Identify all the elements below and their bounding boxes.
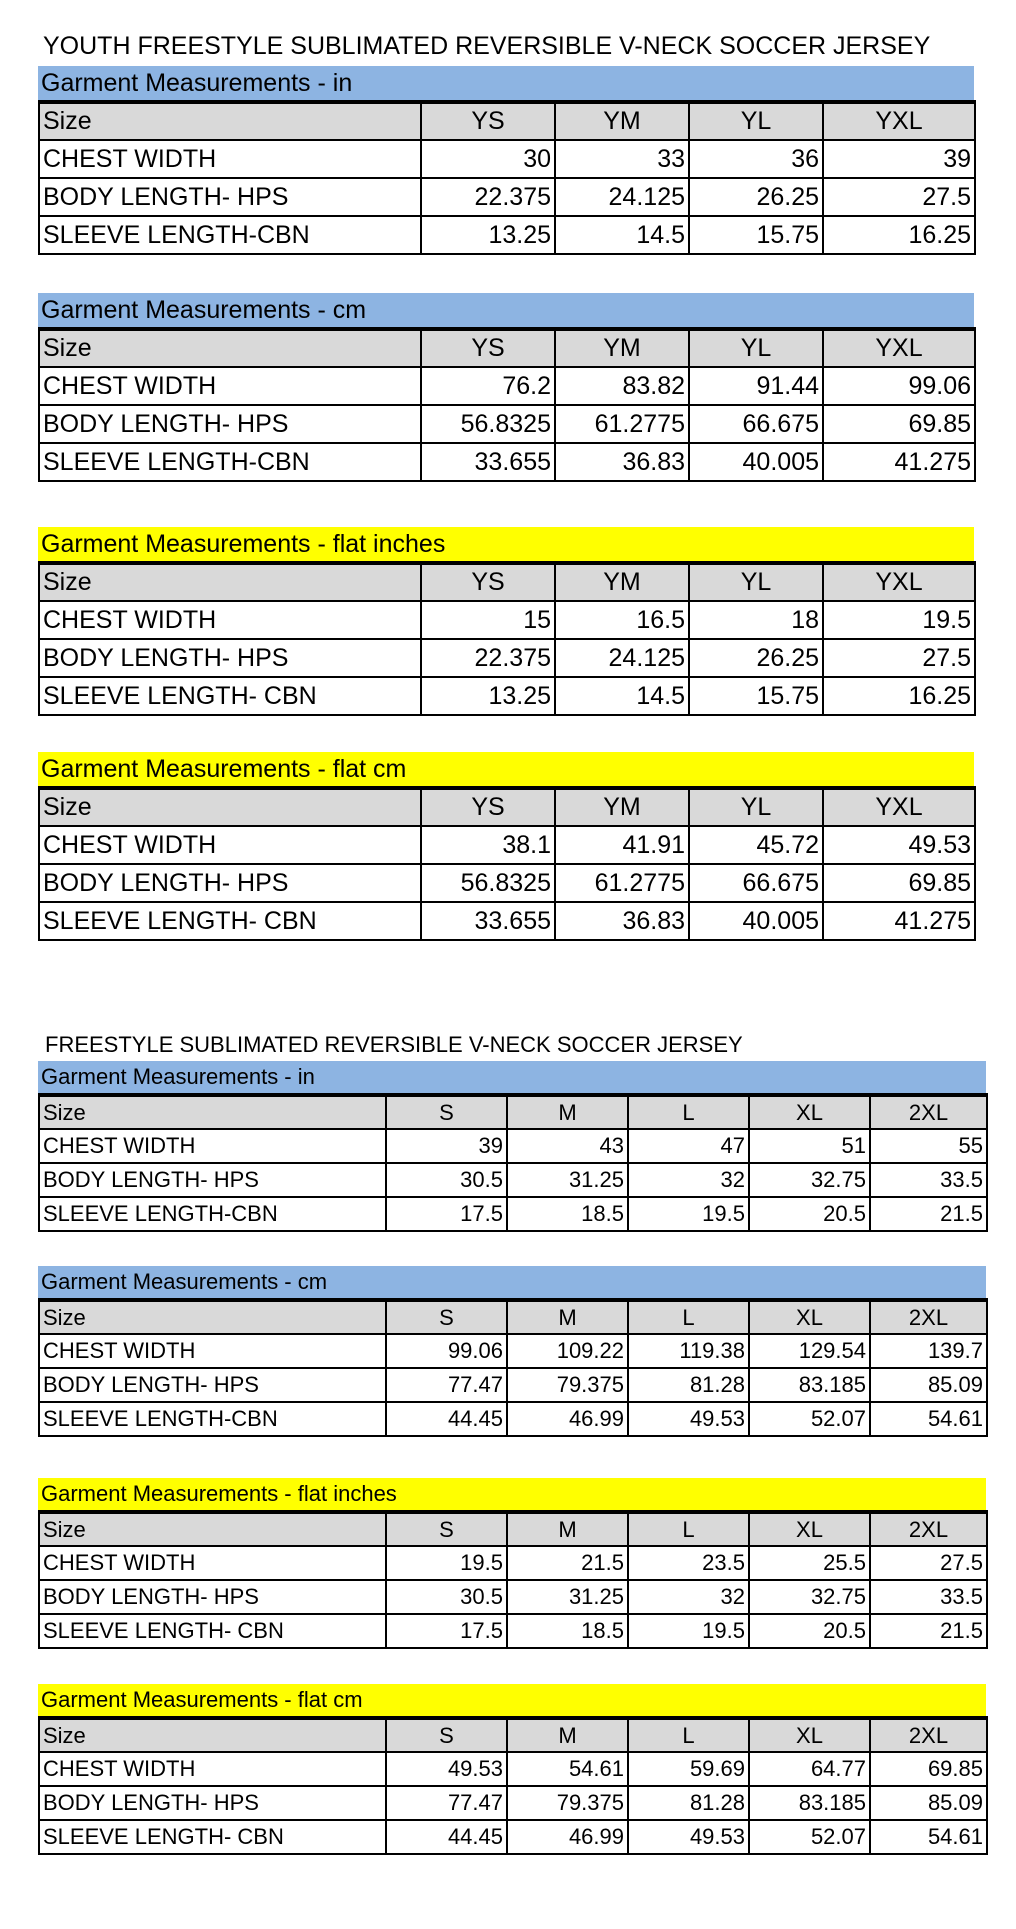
adult-measurement-table-3 <box>38 1716 988 1855</box>
measurement-value: 16.25 <box>823 216 975 254</box>
measurement-value: 77.47 <box>386 1786 507 1820</box>
measurement-value: 56.8325 <box>421 405 555 443</box>
youth-measurement-table-1 <box>38 327 976 482</box>
measurement-value: 99.06 <box>386 1334 507 1368</box>
size-header-label: Size <box>39 563 421 601</box>
measurement-value: 54.61 <box>507 1752 628 1786</box>
measurement-value: 14.5 <box>555 216 689 254</box>
adult-table-3-banner: Garment Measurements - flat cm <box>38 1684 986 1716</box>
measurement-label: BODY LENGTH- HPS <box>39 1786 386 1820</box>
size-header-label: Size <box>39 329 421 367</box>
measurement-value: 18 <box>689 601 823 639</box>
measurement-value: 49.53 <box>823 826 975 864</box>
measurement-value: 32.75 <box>749 1580 870 1614</box>
measurement-value: 81.28 <box>628 1368 749 1402</box>
measurement-label: SLEEVE LENGTH-CBN <box>39 443 421 481</box>
table-header-row <box>39 563 975 601</box>
youth-table-3-banner: Garment Measurements - flat cm <box>38 752 974 786</box>
measurement-value: 15 <box>421 601 555 639</box>
size-column-header: L <box>628 1718 749 1752</box>
size-header-label: Size <box>39 1718 386 1752</box>
measurement-value: 52.07 <box>749 1820 870 1854</box>
table-header-row <box>39 1300 987 1334</box>
size-column-header: YL <box>689 788 823 826</box>
measurement-value: 21.5 <box>870 1614 987 1648</box>
measurement-label: CHEST WIDTH <box>39 601 421 639</box>
table-row <box>39 140 975 178</box>
measurement-value: 20.5 <box>749 1197 870 1231</box>
adult-table-0-banner: Garment Measurements - in <box>38 1061 986 1093</box>
measurement-value: 41.275 <box>823 902 975 940</box>
measurement-value: 38.1 <box>421 826 555 864</box>
measurement-value: 41.91 <box>555 826 689 864</box>
table-header-row <box>39 1095 987 1129</box>
measurement-value: 30.5 <box>386 1580 507 1614</box>
table-row <box>39 1402 987 1436</box>
size-column-header: YL <box>689 329 823 367</box>
measurement-value: 66.675 <box>689 405 823 443</box>
measurement-value: 27.5 <box>823 639 975 677</box>
measurement-label: SLEEVE LENGTH- CBN <box>39 677 421 715</box>
size-column-header: YM <box>555 329 689 367</box>
measurement-value: 16.25 <box>823 677 975 715</box>
measurement-value: 19.5 <box>823 601 975 639</box>
measurement-value: 17.5 <box>386 1197 507 1231</box>
size-column-header: M <box>507 1095 628 1129</box>
table-header-row <box>39 788 975 826</box>
youth-table-0-banner: Garment Measurements - in <box>38 66 974 100</box>
adult-measurement-table-1 <box>38 1298 988 1437</box>
measurement-value: 13.25 <box>421 677 555 715</box>
measurement-value: 16.5 <box>555 601 689 639</box>
measurement-value: 36.83 <box>555 902 689 940</box>
size-column-header: YM <box>555 788 689 826</box>
youth-measurement-table-3 <box>38 786 976 941</box>
measurement-value: 83.82 <box>555 367 689 405</box>
measurement-value: 44.45 <box>386 1820 507 1854</box>
measurement-value: 54.61 <box>870 1402 987 1436</box>
measurement-value: 56.8325 <box>421 864 555 902</box>
table-row <box>39 1786 987 1820</box>
size-column-header: S <box>386 1300 507 1334</box>
measurement-value: 13.25 <box>421 216 555 254</box>
size-column-header: YXL <box>823 329 975 367</box>
measurement-value: 85.09 <box>870 1786 987 1820</box>
measurement-value: 19.5 <box>628 1197 749 1231</box>
measurement-label: BODY LENGTH- HPS <box>39 864 421 902</box>
measurement-value: 14.5 <box>555 677 689 715</box>
measurement-value: 21.5 <box>507 1546 628 1580</box>
measurement-value: 36.83 <box>555 443 689 481</box>
adult-table-1-banner: Garment Measurements - cm <box>38 1266 986 1298</box>
measurement-value: 79.375 <box>507 1368 628 1402</box>
measurement-value: 24.125 <box>555 639 689 677</box>
measurement-value: 33.655 <box>421 902 555 940</box>
size-header-label: Size <box>39 1300 386 1334</box>
table-row <box>39 1580 987 1614</box>
measurement-value: 61.2775 <box>555 405 689 443</box>
size-column-header: S <box>386 1512 507 1546</box>
measurement-value: 40.005 <box>689 902 823 940</box>
measurement-value: 30 <box>421 140 555 178</box>
measurement-value: 27.5 <box>823 178 975 216</box>
size-header-label: Size <box>39 102 421 140</box>
measurement-value: 27.5 <box>870 1546 987 1580</box>
measurement-label: SLEEVE LENGTH-CBN <box>39 216 421 254</box>
size-column-header: S <box>386 1095 507 1129</box>
measurement-label: SLEEVE LENGTH-CBN <box>39 1402 386 1436</box>
table-row <box>39 1546 987 1580</box>
table-row <box>39 443 975 481</box>
measurement-value: 15.75 <box>689 216 823 254</box>
youth-chart-title: YOUTH FREESTYLE SUBLIMATED REVERSIBLE V-NECK SOCCER JERSEY <box>43 32 931 60</box>
measurement-value: 49.53 <box>628 1402 749 1436</box>
measurement-value: 49.53 <box>628 1820 749 1854</box>
measurement-value: 91.44 <box>689 367 823 405</box>
measurement-value: 51 <box>749 1129 870 1163</box>
measurement-value: 26.25 <box>689 178 823 216</box>
measurement-value: 66.675 <box>689 864 823 902</box>
size-column-header: 2XL <box>870 1512 987 1546</box>
size-column-header: L <box>628 1512 749 1546</box>
table-header-row <box>39 1512 987 1546</box>
measurement-value: 47 <box>628 1129 749 1163</box>
measurement-value: 69.85 <box>823 405 975 443</box>
size-column-header: YS <box>421 788 555 826</box>
size-column-header: YM <box>555 563 689 601</box>
measurement-value: 81.28 <box>628 1786 749 1820</box>
table-row <box>39 1368 987 1402</box>
table-row <box>39 1752 987 1786</box>
measurement-value: 25.5 <box>749 1546 870 1580</box>
measurement-label: SLEEVE LENGTH- CBN <box>39 902 421 940</box>
measurement-value: 83.185 <box>749 1786 870 1820</box>
measurement-value: 59.69 <box>628 1752 749 1786</box>
measurement-value: 45.72 <box>689 826 823 864</box>
measurement-value: 20.5 <box>749 1614 870 1648</box>
measurement-value: 18.5 <box>507 1614 628 1648</box>
measurement-value: 22.375 <box>421 178 555 216</box>
measurement-value: 139.7 <box>870 1334 987 1368</box>
table-row <box>39 405 975 443</box>
size-column-header: 2XL <box>870 1300 987 1334</box>
measurement-value: 39 <box>386 1129 507 1163</box>
measurement-value: 69.85 <box>823 864 975 902</box>
table-row <box>39 639 975 677</box>
measurement-label: SLEEVE LENGTH-CBN <box>39 1197 386 1231</box>
table-row <box>39 1614 987 1648</box>
measurement-value: 26.25 <box>689 639 823 677</box>
table-row <box>39 677 975 715</box>
measurement-value: 119.38 <box>628 1334 749 1368</box>
measurement-value: 19.5 <box>628 1614 749 1648</box>
measurement-label: BODY LENGTH- HPS <box>39 1368 386 1402</box>
size-header-label: Size <box>39 1512 386 1546</box>
size-column-header: M <box>507 1300 628 1334</box>
measurement-label: CHEST WIDTH <box>39 367 421 405</box>
size-column-header: YXL <box>823 563 975 601</box>
table-row <box>39 1129 987 1163</box>
table-row <box>39 1163 987 1197</box>
size-column-header: YS <box>421 329 555 367</box>
measurement-value: 41.275 <box>823 443 975 481</box>
table-row <box>39 864 975 902</box>
size-column-header: L <box>628 1300 749 1334</box>
table-header-row <box>39 329 975 367</box>
measurement-value: 46.99 <box>507 1820 628 1854</box>
measurement-value: 31.25 <box>507 1580 628 1614</box>
size-column-header: YM <box>555 102 689 140</box>
measurement-value: 129.54 <box>749 1334 870 1368</box>
measurement-value: 36 <box>689 140 823 178</box>
measurement-value: 49.53 <box>386 1752 507 1786</box>
measurement-value: 22.375 <box>421 639 555 677</box>
youth-table-2-banner: Garment Measurements - flat inches <box>38 527 974 561</box>
size-header-label: Size <box>39 1095 386 1129</box>
table-row <box>39 367 975 405</box>
measurement-label: SLEEVE LENGTH- CBN <box>39 1820 386 1854</box>
measurement-label: SLEEVE LENGTH- CBN <box>39 1614 386 1648</box>
youth-measurement-table-0 <box>38 100 976 255</box>
measurement-value: 17.5 <box>386 1614 507 1648</box>
measurement-label: BODY LENGTH- HPS <box>39 178 421 216</box>
measurement-label: CHEST WIDTH <box>39 1546 386 1580</box>
size-column-header: S <box>386 1718 507 1752</box>
adult-measurement-table-2 <box>38 1510 988 1649</box>
size-column-header: L <box>628 1095 749 1129</box>
adult-measurement-table-0 <box>38 1093 988 1232</box>
measurement-value: 39 <box>823 140 975 178</box>
measurement-value: 69.85 <box>870 1752 987 1786</box>
measurement-value: 83.185 <box>749 1368 870 1402</box>
table-header-row <box>39 1718 987 1752</box>
measurement-value: 19.5 <box>386 1546 507 1580</box>
measurement-value: 30.5 <box>386 1163 507 1197</box>
measurement-value: 109.22 <box>507 1334 628 1368</box>
measurement-value: 18.5 <box>507 1197 628 1231</box>
measurement-value: 54.61 <box>870 1820 987 1854</box>
measurement-label: CHEST WIDTH <box>39 1129 386 1163</box>
measurement-value: 76.2 <box>421 367 555 405</box>
measurement-value: 77.47 <box>386 1368 507 1402</box>
adult-table-2-banner: Garment Measurements - flat inches <box>38 1478 986 1510</box>
measurement-value: 33 <box>555 140 689 178</box>
measurement-label: CHEST WIDTH <box>39 1334 386 1368</box>
measurement-value: 15.75 <box>689 677 823 715</box>
size-column-header: M <box>507 1512 628 1546</box>
measurement-label: CHEST WIDTH <box>39 826 421 864</box>
size-column-header: 2XL <box>870 1095 987 1129</box>
size-column-header: XL <box>749 1512 870 1546</box>
youth-measurement-table-2 <box>38 561 976 716</box>
measurement-value: 79.375 <box>507 1786 628 1820</box>
table-row <box>39 216 975 254</box>
measurement-value: 32 <box>628 1580 749 1614</box>
measurement-value: 99.06 <box>823 367 975 405</box>
measurement-value: 31.25 <box>507 1163 628 1197</box>
measurement-value: 64.77 <box>749 1752 870 1786</box>
adult-chart-title: FREESTYLE SUBLIMATED REVERSIBLE V-NECK SOCCER JERSEY <box>45 1032 743 1057</box>
table-row <box>39 601 975 639</box>
size-column-header: YXL <box>823 788 975 826</box>
table-header-row <box>39 102 975 140</box>
size-column-header: XL <box>749 1718 870 1752</box>
size-column-header: XL <box>749 1095 870 1129</box>
measurement-value: 33.5 <box>870 1580 987 1614</box>
table-row <box>39 1820 987 1854</box>
size-column-header: YS <box>421 102 555 140</box>
size-column-header: YL <box>689 563 823 601</box>
measurement-value: 43 <box>507 1129 628 1163</box>
size-column-header: M <box>507 1718 628 1752</box>
measurement-value: 52.07 <box>749 1402 870 1436</box>
measurement-label: BODY LENGTH- HPS <box>39 405 421 443</box>
measurement-value: 33.5 <box>870 1163 987 1197</box>
measurement-value: 32.75 <box>749 1163 870 1197</box>
measurement-value: 85.09 <box>870 1368 987 1402</box>
measurement-value: 24.125 <box>555 178 689 216</box>
measurement-value: 61.2775 <box>555 864 689 902</box>
measurement-value: 21.5 <box>870 1197 987 1231</box>
measurement-value: 55 <box>870 1129 987 1163</box>
table-row <box>39 178 975 216</box>
measurement-label: BODY LENGTH- HPS <box>39 639 421 677</box>
table-row <box>39 1334 987 1368</box>
measurement-value: 40.005 <box>689 443 823 481</box>
size-column-header: YXL <box>823 102 975 140</box>
size-column-header: 2XL <box>870 1718 987 1752</box>
measurement-value: 32 <box>628 1163 749 1197</box>
measurement-label: CHEST WIDTH <box>39 140 421 178</box>
measurement-label: BODY LENGTH- HPS <box>39 1163 386 1197</box>
measurement-label: BODY LENGTH- HPS <box>39 1580 386 1614</box>
measurement-label: CHEST WIDTH <box>39 1752 386 1786</box>
measurement-value: 33.655 <box>421 443 555 481</box>
size-column-header: XL <box>749 1300 870 1334</box>
measurement-value: 23.5 <box>628 1546 749 1580</box>
size-header-label: Size <box>39 788 421 826</box>
measurement-value: 46.99 <box>507 1402 628 1436</box>
table-row <box>39 1197 987 1231</box>
youth-table-1-banner: Garment Measurements - cm <box>38 293 974 327</box>
size-column-header: YS <box>421 563 555 601</box>
size-column-header: YL <box>689 102 823 140</box>
table-row <box>39 826 975 864</box>
measurement-value: 44.45 <box>386 1402 507 1436</box>
table-row <box>39 902 975 940</box>
